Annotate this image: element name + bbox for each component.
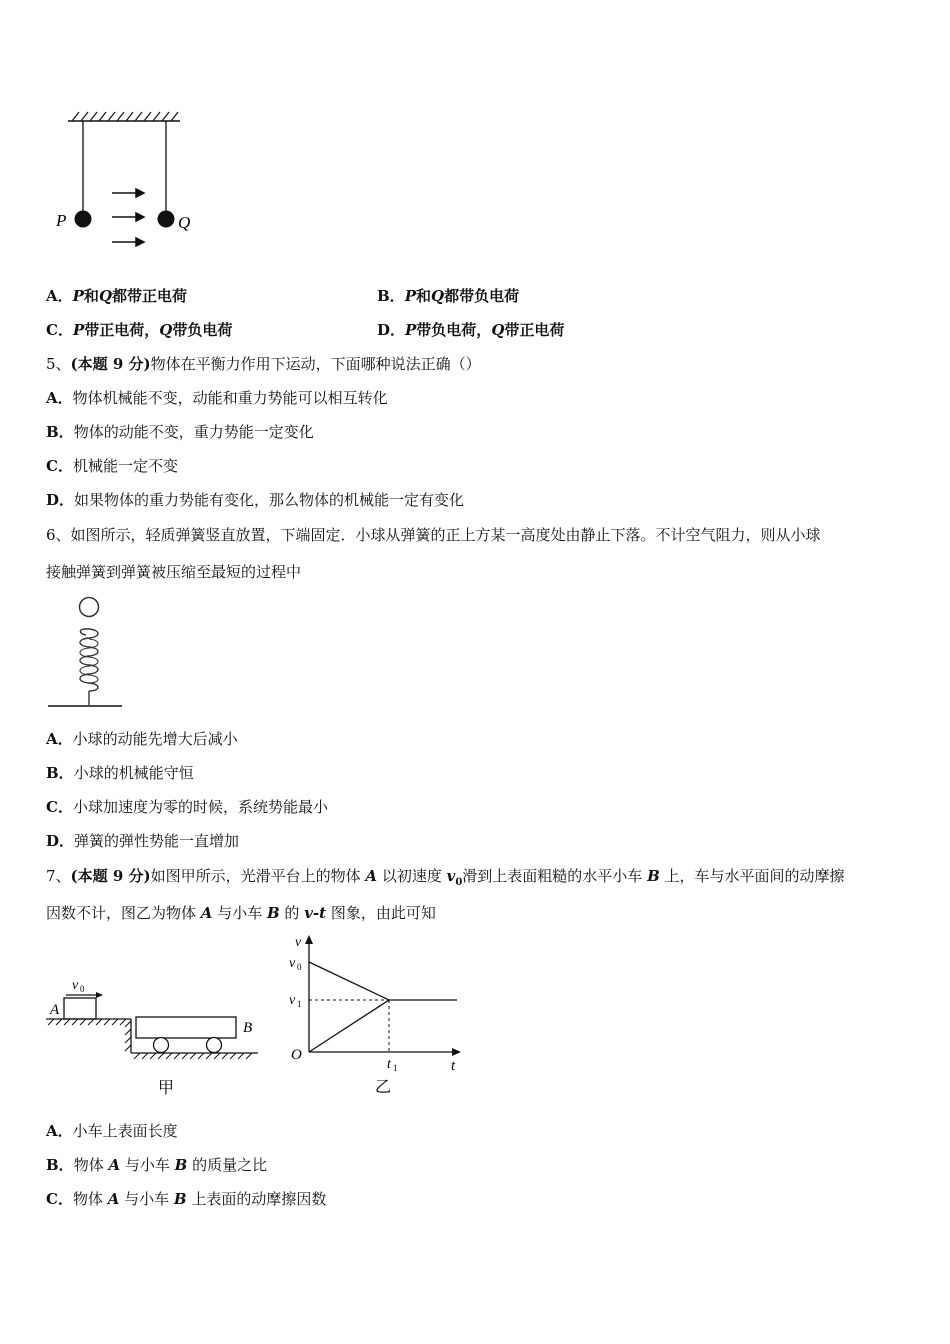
figure-jia [46, 975, 266, 1100]
svg-text:乙: 乙 [375, 1079, 392, 1096]
q7-stem-line1: 7、(本题 9 分)如图甲所示，光滑平台上的物体 A 以初速度 $v_0$滑到上表面粗糙的水平小车 B 上，车与水平面间的动摩擦 [46, 867, 845, 888]
spring-figure [46, 594, 126, 712]
q4-option-d[interactable]: D．P带负电荷，Q带正电荷 [377, 321, 565, 339]
ball-q [158, 211, 175, 228]
q6-option-c[interactable]: C．小球加速度为零的时候，系统势能最小 [46, 798, 328, 816]
q5-option-b[interactable]: B．物体的动能不变，重力势能一定变化 [46, 423, 314, 441]
q7-option-c[interactable]: C．物体 A 与小车 B 上表面的动摩擦因数 [46, 1190, 327, 1208]
svg-text:t: t [451, 1058, 456, 1074]
q4-option-c[interactable]: C．P带正电荷，Q带负电荷 [46, 321, 233, 339]
svg-text:t: t [387, 1057, 391, 1072]
svg-text:v: v [295, 935, 302, 950]
q5-option-d[interactable]: D．如果物体的重力势能有变化，那么物体的机械能一定有变化 [46, 491, 465, 509]
svg-text:v: v [289, 993, 296, 1008]
q7-option-a[interactable]: A．小车上表面长度 [46, 1122, 178, 1140]
q5-option-c[interactable]: C．机械能一定不变 [46, 457, 178, 475]
ball-p [75, 211, 92, 228]
svg-text:甲: 甲 [158, 1080, 175, 1097]
label-q: Q [178, 213, 191, 232]
q7-option-b[interactable]: B．物体 A 与小车 B 的质量之比 [46, 1156, 268, 1174]
svg-text:B: B [243, 1020, 253, 1036]
svg-text:1: 1 [297, 999, 302, 1009]
figure-yi-vt-graph [285, 932, 465, 1097]
svg-text:1: 1 [393, 1063, 398, 1073]
q6-option-d[interactable]: D．弹簧的弹性势能一直增加 [46, 832, 240, 850]
q6-stem-line2: 接触弹簧到弹簧被压缩至最短的过程中 [46, 563, 302, 581]
svg-text:A: A [50, 1002, 60, 1018]
svg-text:O: O [291, 1047, 302, 1063]
svg-text:0: 0 [297, 962, 302, 972]
q6-stem-line1: 6、如图所示，轻质弹簧竖直放置，下端固定．小球从弹簧的正上方某一高度处由静止下落。不计空气阻力，则从小球 [46, 526, 821, 544]
svg-text:v: v [289, 956, 296, 971]
svg-text:v: v [72, 978, 79, 993]
label-p: P [56, 211, 67, 230]
pendulum-figure [50, 105, 200, 245]
q5-stem: 5、(本题 9 分)物体在平衡力作用下运动，下面哪种说法正确（） [46, 355, 481, 373]
svg-text:0: 0 [80, 984, 85, 994]
q6-option-a[interactable]: A．小球的动能先增大后减小 [46, 730, 238, 748]
q4-option-a[interactable]: A．P和Q都带正电荷 [46, 287, 188, 305]
q5-option-a[interactable]: A．物体机械能不变，动能和重力势能可以相互转化 [46, 389, 388, 407]
q4-option-b[interactable]: B．P和Q都带负电荷 [377, 287, 520, 305]
q7-stem-line2: 因数不计，图乙为物体 A 与小车 B 的 v-t 图象，由此可知 [46, 904, 436, 922]
q6-option-b[interactable]: B．小球的机械能守恒 [46, 764, 194, 782]
